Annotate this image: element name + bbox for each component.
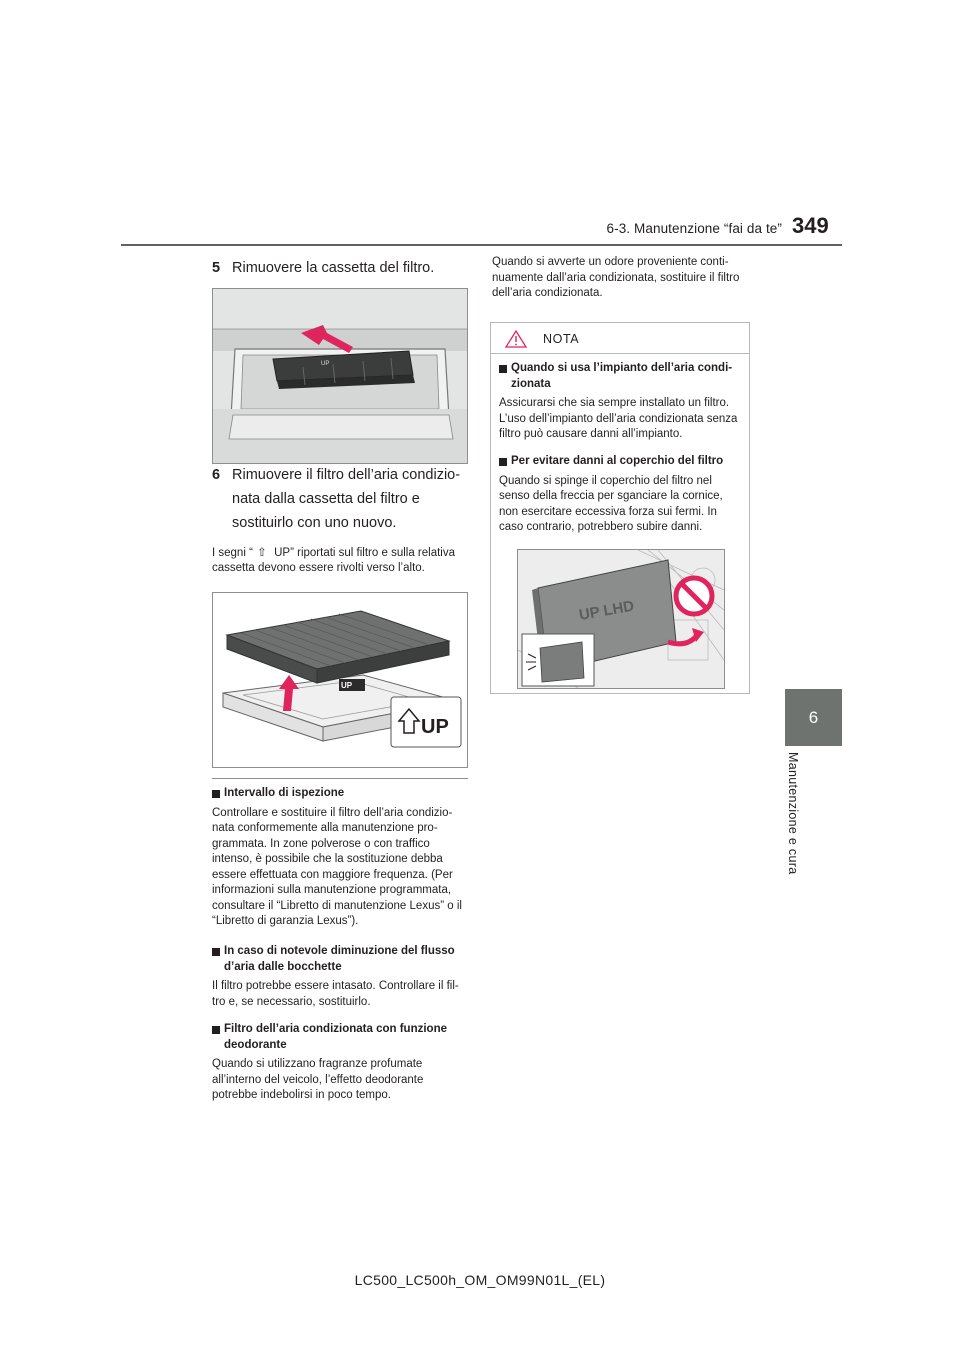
document-code: LC500_LC500h_OM_OM99N01L_(EL) xyxy=(354,1272,606,1288)
notice-box xyxy=(490,322,750,694)
odor-intro-text: Quando si avverte un odore proveniente conti-nuamente dall’aria condizionata, sostituire il filtro dell’aria condizionata. xyxy=(492,256,740,299)
info-section-airflow: In caso di notevole diminuzione del flusso d’aria dalle bocchette Il filtro potrebbe essere intasato. Controllare il fil-tro e, se necessario, sostituirlo. xyxy=(212,944,470,1010)
section-divider xyxy=(212,778,468,779)
figure-remove-cassette xyxy=(212,288,468,464)
notice-title: NOTA xyxy=(543,332,580,346)
page-number: 349 xyxy=(792,213,829,238)
notice-section-cover: Per evitare danni al coperchio del filtro Quando si spinge il coperchio del filtro nel senso della freccia per sganciare la cornice, non esercitare eccessiva forza sui fermi. In caso contrario, potrebbero subire danni. xyxy=(499,454,741,536)
figure-filter-cassette xyxy=(212,592,468,768)
up-mark-detail-label: UP xyxy=(421,716,449,738)
chapter-tab: 6 xyxy=(785,689,842,746)
up-arrow-icon: ⇧ xyxy=(257,547,267,559)
cover-label: UP LHD xyxy=(577,597,636,624)
warning-icon xyxy=(505,330,527,348)
notice-header xyxy=(491,323,749,354)
notice-section-ac-use: Quando si usa l’impianto dell’aria condi-zionata Assicurarsi che sia sempre installato un filtro. L’uso dell’impianto dell’aria condizionata senza filtro può causare danni all’impianto. xyxy=(499,361,741,443)
orientation-note: I segni “ ⇧ UP” riportati sul filtro e sulla relativa cassetta devono essere rivolti verso l’alto. xyxy=(212,547,455,574)
up-mark-label: UP xyxy=(321,361,330,367)
running-header: 6-3. Manutenzione “fai da te” xyxy=(606,221,782,236)
filter-up-label: UP xyxy=(341,681,353,690)
header-divider xyxy=(121,244,842,246)
step-6: 6 Rimuovere il filtro dell’aria condizio-nata dalla cassetta del filtro e sostituirlo con uno nuovo. xyxy=(212,467,461,531)
info-section-deodorant: Filtro dell’aria condizionata con funzione deodorante Quando si utilizzano fragranze profumate all’interno del veicolo, l’effetto deodorante potrebbe indebolirsi in poco tempo. xyxy=(212,1022,470,1104)
chapter-label: Manutenzione e cura xyxy=(786,752,800,875)
step-5: 5 Rimuovere la cassetta del filtro. xyxy=(212,260,435,276)
figure-filter-cover xyxy=(517,549,725,689)
info-section-inspection: Intervallo di ispezione Controllare e sostituire il filtro dell’aria condizio-nata conformemente alla manutenzione pro-grammata. In zone polverose o con traffico intenso, è possibile che la sostituzione debba essere effettuata con maggiore frequenza. (Per informazioni sulla manutenzione programmata, consultare il “Libretto di manutenzione Lexus” o il “Libretto di garanzia Lexus”). xyxy=(212,786,470,930)
